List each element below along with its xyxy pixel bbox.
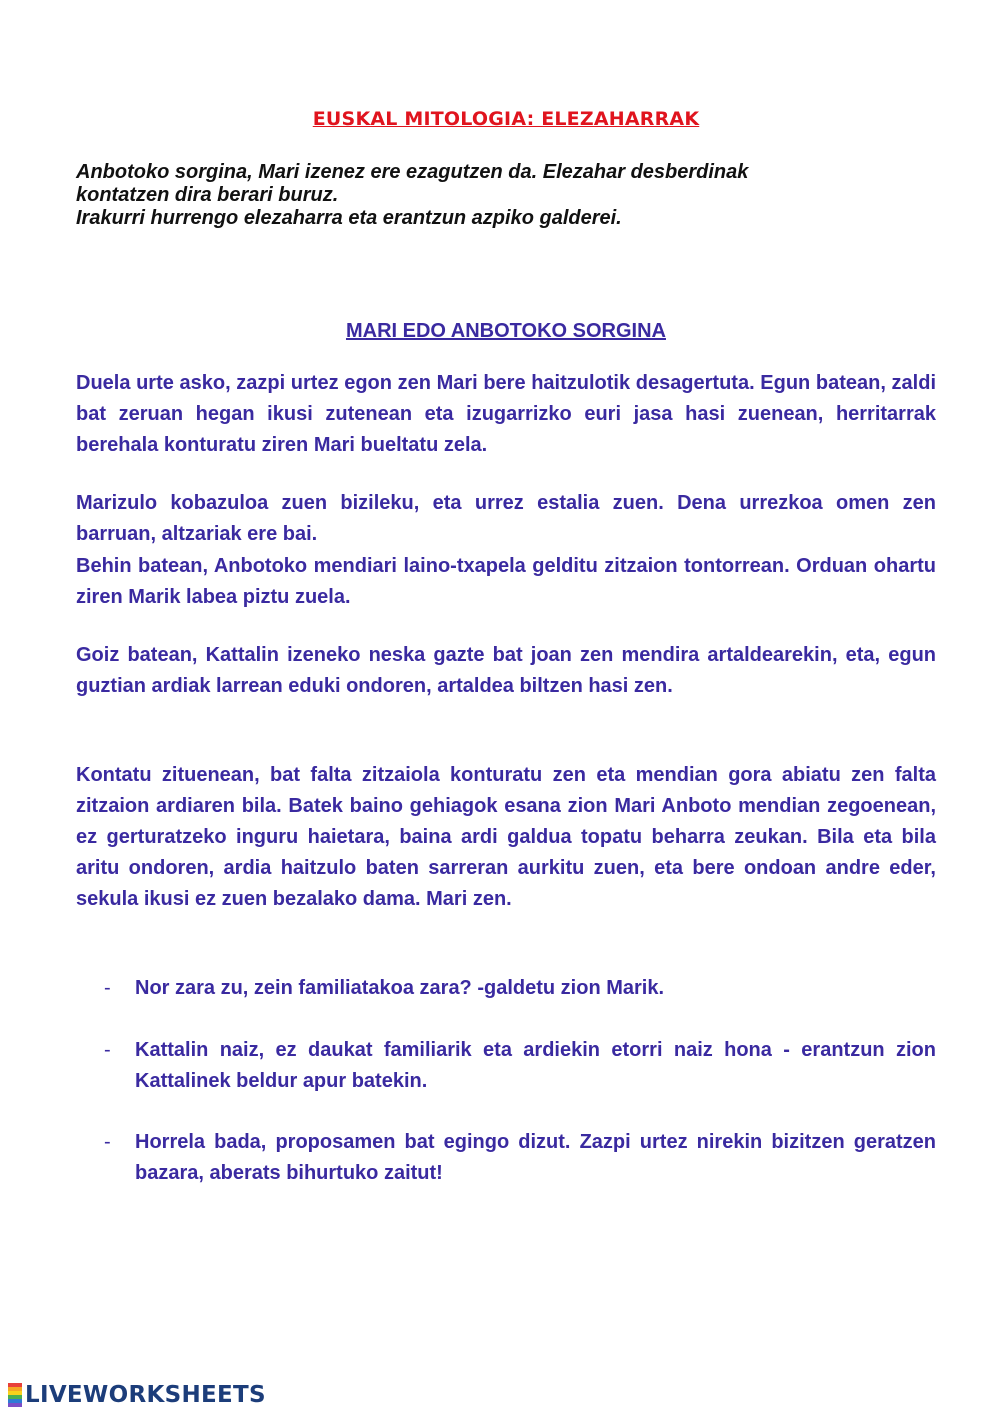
dialogue-line xyxy=(104,973,936,1004)
dialogue-dash: - xyxy=(104,1131,111,1153)
story-paragraph: Behin batean, Anbotoko mendiari laino-txapela gelditu zitzaion tontorrean. Orduan ohartu ziren Marik labea piztu zuela. xyxy=(76,555,936,608)
page-title: EUSKAL MITOLOGIA: ELEZAHARRAK xyxy=(312,108,700,130)
liveworksheets-brand-text: LIVEWORKSHEETS xyxy=(25,1382,266,1408)
intro-instructions xyxy=(76,161,956,230)
intro-line: kontatzen dira berari buruz. xyxy=(76,184,339,206)
dialogue-line xyxy=(104,1035,936,1097)
story-paragraph: Marizulo kobazuloa zuen bizileku, eta urrez estalia zuen. Dena urrezkoa omen zen barruan, altzariak ere bai. xyxy=(76,492,936,545)
dialogue-text: Nor zara zu, zein familiatakoa zara? -galdetu zion Marik. xyxy=(135,977,665,999)
dialogue-dash: - xyxy=(104,1039,111,1061)
liveworksheets-logo[interactable] xyxy=(8,1378,266,1412)
dialogue-line xyxy=(104,1127,936,1189)
story-paragraph: Kontatu zituenean, bat falta zitzaiola konturatu zen eta mendian gora abiatu zen falta zitzaion ardiaren bila. Batek baino gehiagok esana zion Mari Anboto mendian zegoenean, ez gerturatzeko inguru haietara, baina ardi galdua topatu beharra zeukan. Bila eta bila aritu ondoren, ardia haitzulo baten sarreran aurkitu zuen, eta bere ondoan andre eder, sekula ikusi ez zuen bezalako dama. Mari zen. xyxy=(76,764,936,910)
story-paragraph: Goiz batean, Kattalin izeneko neska gazte bat joan zen mendira artaldearekin, eta, egun guztian ardiak larrean eduki ondoren, artaldea biltzen hasi zen. xyxy=(76,644,936,697)
story-paragraph: Duela urte asko, zazpi urtez egon zen Mari bere haitzulotik desagertuta. Egun batean, zaldi bat zeruan hegan ikusi zutenean eta izugarrizko euri jasa hasi zuenean, herritarrak berehala konturatu ziren Mari bueltatu zela. xyxy=(76,372,936,456)
dialogue-text: Horrela bada, proposamen bat egingo dizut. Zazpi urtez nirekin bizitzen geratzen bazara, aberats bihurtuko zaitut! xyxy=(135,1131,936,1184)
intro-line: Irakurri hurrengo elezaharra eta erantzun azpiko galderei. xyxy=(76,207,622,229)
logo-stripe xyxy=(8,1403,22,1407)
dialogue-dash: - xyxy=(104,977,111,999)
story-title: MARI EDO ANBOTOKO SORGINA xyxy=(345,320,666,342)
dialogue-text: Kattalin naiz, ez daukat familiarik eta ardiekin etorri naiz hona - erantzun zion Kattalinek beldur apur batekin. xyxy=(135,1039,936,1092)
intro-line: Anbotoko sorgina, Mari izenez ere ezagutzen da. Elezahar desberdinak xyxy=(76,161,749,183)
liveworksheets-logo-icon xyxy=(8,1383,22,1407)
